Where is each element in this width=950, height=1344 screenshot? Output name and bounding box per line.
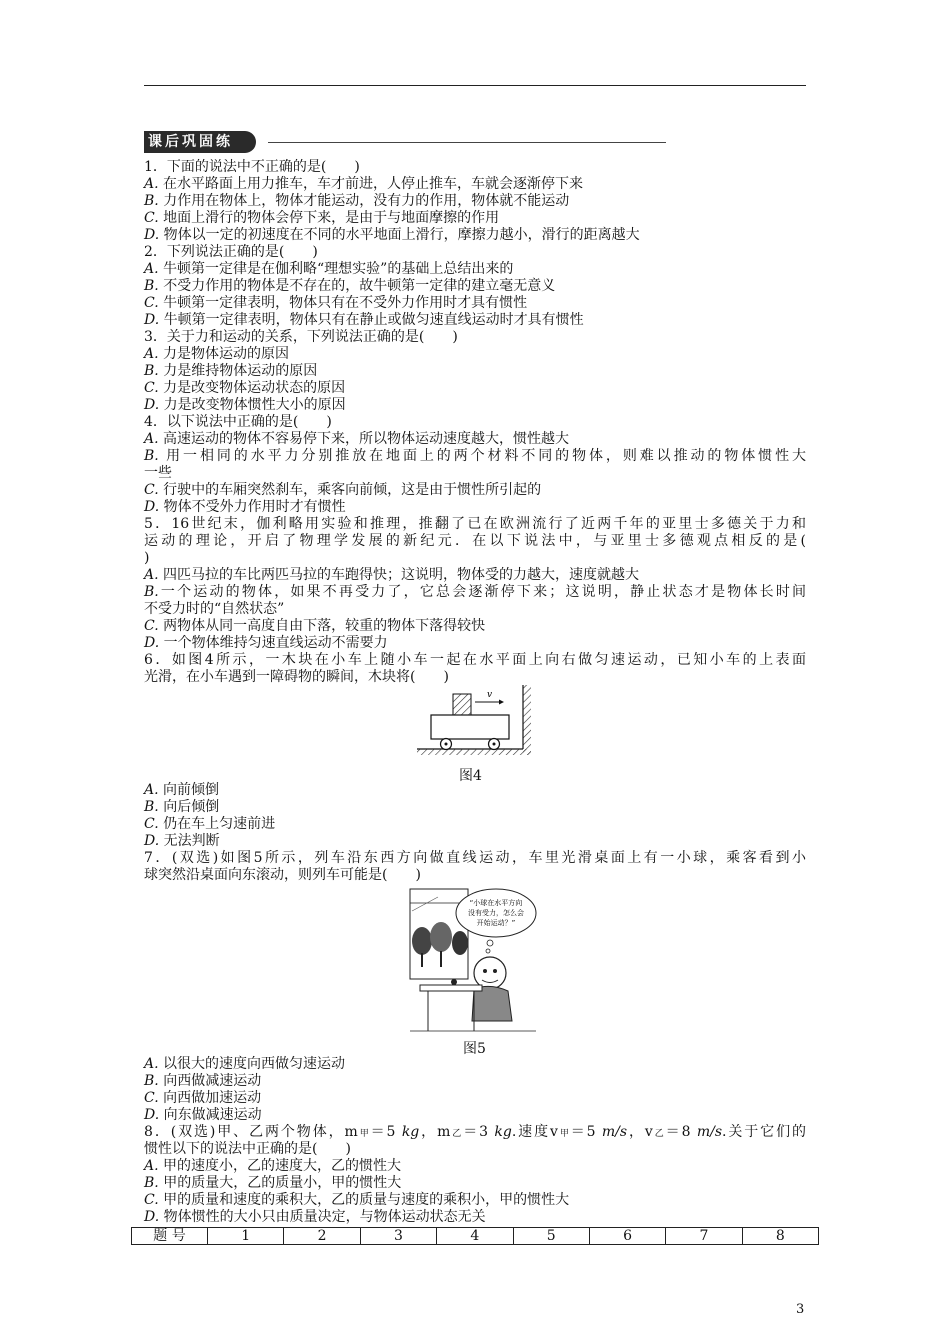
ball-on-table [451,979,457,985]
answer-cell: 7 [666,1228,742,1245]
question-3-option-c: C. 力是改变物体运动状态的原因 [144,380,346,396]
question-1-option-c: C. 地面上滑行的物体会停下来，是由于与地面摩擦的作用 [144,210,500,226]
answer-cell: 5 [513,1228,589,1245]
question-2-option-c: C. 牛顿第一定律表明，物体只有在不受外力作用时才具有惯性 [144,295,528,311]
answer-cell: 6 [589,1228,665,1245]
figure-4-cart-diagram [415,683,535,763]
question-1-stem: 1．下面的说法中不正确的是( ) [144,159,360,175]
velocity-label: v [487,690,493,700]
tree [430,922,452,952]
bubble-line-1: “小球在水平方向 [469,899,523,907]
question-5-stem-cont: 运动的理论，开启了物理学发展的新纪元．在以下说法中，与亚里士多德观点相反的是( [144,533,806,549]
answer-cell: 8 [742,1228,818,1245]
question-6-option-a: A. 向前倾倒 [144,782,220,798]
question-7-option-a: A. 以很大的速度向西做匀速运动 [144,1056,346,1072]
answer-table-label: 题 号 [132,1228,208,1245]
question-5-option-b: B.一个运动的物体，如果不再受力了，它总会逐渐停下来；这说明，静止状态才是物体长时间 [144,584,806,600]
question-4-option-a: A. 高速运动的物体不容易停下来，所以物体运动速度越大，惯性越大 [144,431,570,447]
question-6-option-b: B. 向后倾倒 [144,799,220,815]
ground-hatching [417,749,531,755]
question-4-option-b: B. 用一相同的水平力分别推放在地面上的两个材料不同的物体，则难以推动的物体惯性大 [144,448,807,464]
question-8-option-c: C. 甲的质量和速度的乘积大，乙的质量与速度的乘积小，甲的惯性大 [144,1192,570,1208]
question-4-stem: 4．以下说法中正确的是( ) [144,414,332,430]
bubble-line-3: 开始运动？” [476,919,516,927]
answer-cell: 4 [437,1228,513,1245]
answer-cell: 3 [360,1228,436,1245]
passenger-body [472,986,512,1021]
question-7-stem: 7．(双选)如图5所示，列车沿东西方向做直线运动，车里光滑桌面上有一小球，乘客看到小 [144,850,806,866]
tree [452,931,468,955]
question-8-stem-cont: 惯性以下的说法中正确的是( ) [144,1141,351,1157]
bullet-icon [257,137,267,147]
question-5-stem: 5．16世纪末，伽利略用实验和推理，推翻了已在欧洲流行了近两千年的亚里士多德关于力和 [144,516,806,532]
bubble-line-2: 没有受力，怎么会 [468,909,524,917]
question-2-option-a: A. 牛顿第一定律是在伽利略“理想实验”的基础上总结出来的 [144,261,514,277]
answer-cell: 2 [284,1228,360,1245]
question-7-option-d: D. 向东做减速运动 [144,1107,262,1123]
question-5-option-a: A. 四匹马拉的车比两匹马拉的车跑得快；这说明，物体受的力越大，速度就越大 [144,567,640,583]
question-6-stem-cont: 光滑，在小车遇到一障碍物的瞬间，木块将( ) [144,669,449,685]
question-6-stem: 6．如图4所示，一木块在小车上随小车一起在水平面上向右做匀速运动，已知小车的上表面 [144,652,806,668]
header-rule [144,85,806,86]
question-5-option-b-cont: 不受力时的“自然状态” [144,601,285,617]
passenger-head [474,957,506,989]
question-2-stem: 2．下列说法正确的是( ) [144,244,318,260]
question-3-stem: 3．关于力和运动的关系，下列说法正确的是( ) [144,329,458,345]
wall-hatching [523,685,531,755]
question-7-option-b: B. 向西做减速运动 [144,1073,262,1089]
question-2-option-d: D. 牛顿第一定律表明，物体只有在静止或做匀速直线运动时才具有惯性 [144,312,584,328]
question-4-option-d: D. 物体不受外力作用时才有惯性 [144,499,346,515]
question-1-option-a: A. 在水平路面上用力推车，车才前进，人停止推车，车就会逐渐停下来 [144,176,584,192]
question-3-option-d: D. 力是改变物体惯性大小的原因 [144,397,346,413]
answer-table-header-row [132,1228,819,1245]
question-8-option-a: A. 甲的速度小，乙的速度大，乙的惯性大 [144,1158,402,1174]
figure-4-caption: 图4 [459,768,482,784]
question-7-option-c: C. 向西做加速运动 [144,1090,262,1106]
question-4-option-b-cont: 一些 [144,465,172,481]
wood-block [453,694,471,715]
question-8-option-d: D. 物体惯性的大小只由质量决定，与物体运动状态无关 [144,1209,486,1225]
question-6-option-c: C. 仍在车上匀速前进 [144,816,276,832]
question-1-option-b: B. 力作用在物体上，物体才能运动，没有力的作用，物体就不能运动 [144,193,570,209]
section-title: 课后巩固练 [144,131,256,153]
question-6-option-d: D. 无法判断 [144,833,220,849]
figure-5-caption: 图5 [463,1041,486,1057]
question-5-stem-end: ) [144,550,150,566]
question-5-option-c: C. 两物体从同一高度自由下落，较重的物体下落得较快 [144,618,486,634]
question-4-option-c: C. 行驶中的车厢突然刹车，乘客向前倾，这是由于惯性所引起的 [144,482,542,498]
question-5-option-d: D. 一个物体维持匀速直线运动不需要力 [144,635,388,651]
answer-table [131,1227,819,1245]
tree [412,927,432,955]
question-3-option-b: B. 力是维持物体运动的原因 [144,363,318,379]
question-8-option-b: B. 甲的质量大，乙的质量小，甲的惯性大 [144,1175,402,1191]
question-1-option-d: D. 物体以一定的初速度在不同的水平地面上滑行，摩擦力越小，滑行的距离越大 [144,227,640,243]
question-3-option-a: A. 力是物体运动的原因 [144,346,290,362]
table-top [420,985,482,991]
question-8-stem: 8．(双选)甲、乙两个物体，m甲＝5 kg，m乙＝3 kg.速度v甲＝5 m/s，v乙＝8 m/s.关于它们的 [144,1124,807,1140]
cart-body [431,715,509,739]
answer-cell: 1 [208,1228,284,1245]
figure-5-train-passenger-cartoon [408,881,538,1036]
question-2-option-b: B. 不受力作用的物体是不存在的，故牛顿第一定律的建立毫无意义 [144,278,556,294]
question-7-stem-cont: 球突然沿桌面向东滚动，则列车可能是( ) [144,867,421,883]
page-number: 3 [796,1302,805,1317]
section-rule [268,142,666,143]
